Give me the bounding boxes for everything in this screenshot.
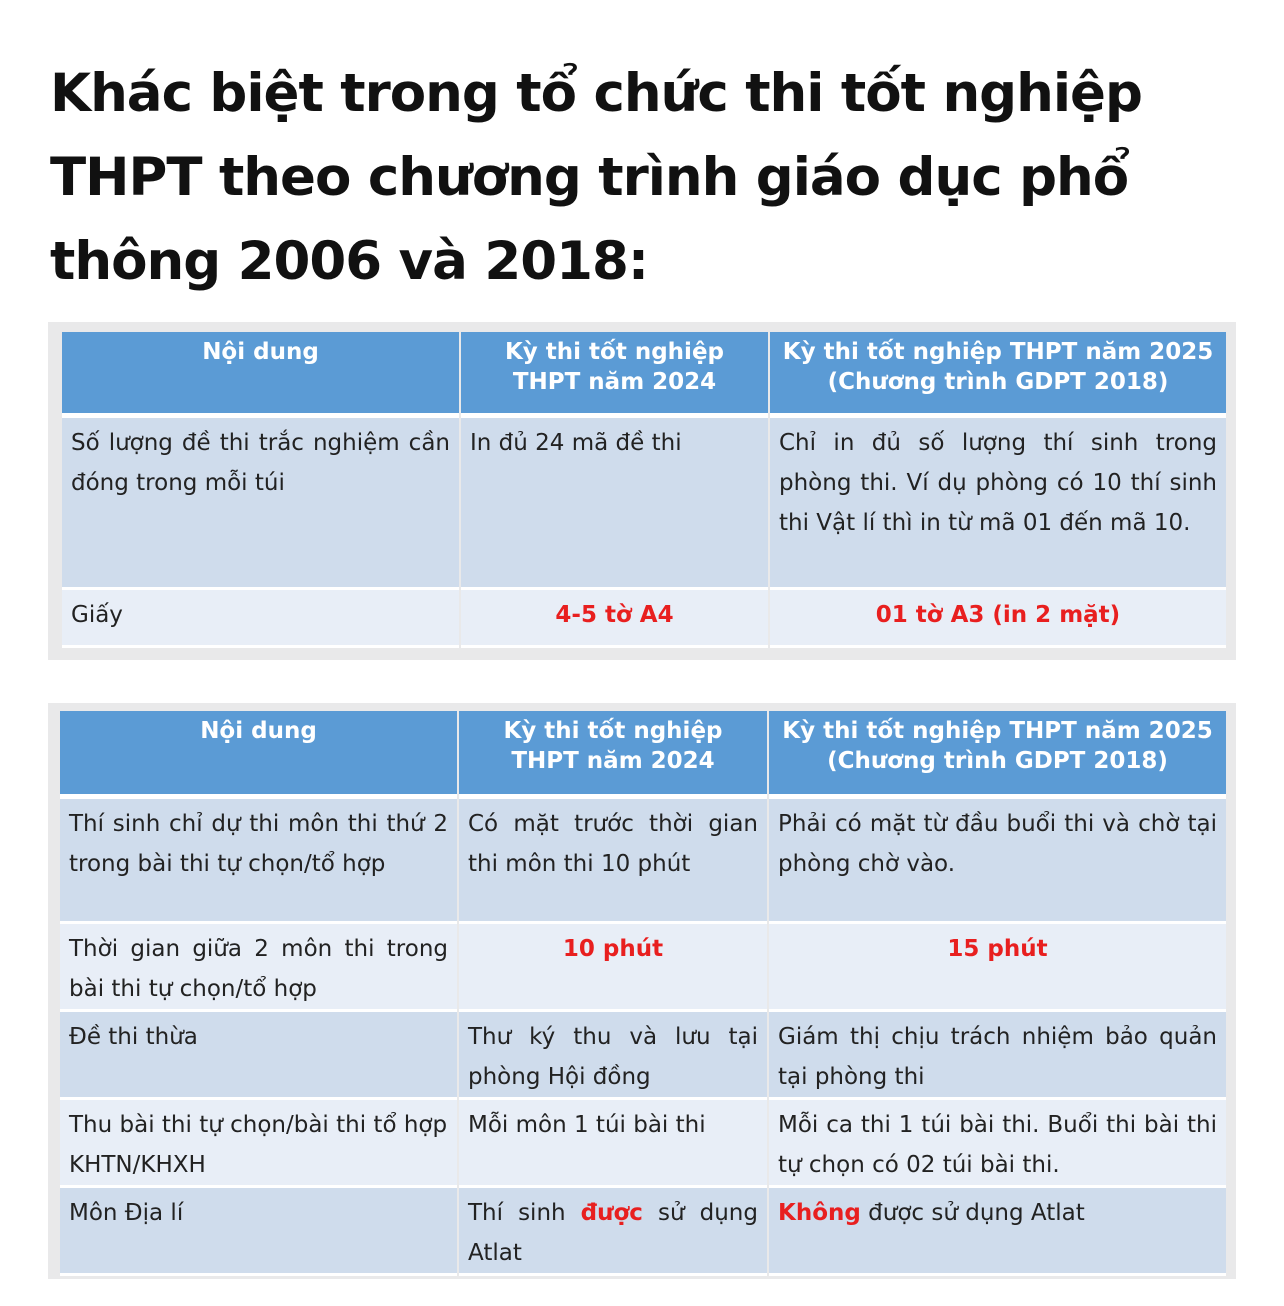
header-noi-dung: Nội dung xyxy=(60,711,457,799)
header-2024: Kỳ thi tốt nghiệp THPT năm 2024 xyxy=(461,332,768,418)
row-content-cell: Môn Địa lí xyxy=(60,1188,457,1276)
row-2025-cell: 15 phút xyxy=(769,924,1226,1012)
row-2025-cell: Chỉ in đủ số lượng thí sinh trong phòng thi. Ví dụ phòng có 10 thí sinh thi Vật lí thì in từ mã 01 đến mã 10. xyxy=(770,418,1226,590)
highlight-text: được xyxy=(580,1200,643,1226)
row-2024-cell: In đủ 24 mã đề thi xyxy=(461,418,768,590)
row-content-cell: Đề thi thừa xyxy=(60,1012,457,1100)
comparison-table-1 xyxy=(48,322,1236,660)
row-2024-cell: 4-5 tờ A4 xyxy=(461,590,768,648)
row-2024-cell: 10 phút xyxy=(459,924,767,1012)
row-2024-cell xyxy=(459,1188,767,1276)
row-2025-cell: Phải có mặt từ đầu buổi thi và chờ tại phòng chờ vào. xyxy=(769,799,1226,924)
header-noi-dung: Nội dung xyxy=(62,332,459,418)
table-row xyxy=(60,799,1226,924)
text-segment: sử dụng Atlat xyxy=(468,1200,758,1266)
table-row xyxy=(62,590,1226,648)
table-row xyxy=(60,1100,1226,1188)
table-row xyxy=(60,1012,1226,1100)
text-segment: được sử dụng Atlat xyxy=(860,1200,1085,1226)
row-content-cell: Thí sinh chỉ dự thi môn thi thứ 2 trong bài thi tự chọn/tổ hợp xyxy=(60,799,457,924)
header-2025: Kỳ thi tốt nghiệp THPT năm 2025 (Chương trình GDPT 2018) xyxy=(770,332,1226,418)
text-segment: Thí sinh xyxy=(468,1200,581,1226)
row-2025-cell: Mỗi ca thi 1 túi bài thi. Buổi thi bài thi tự chọn có 02 túi bài thi. xyxy=(769,1100,1226,1188)
row-content-cell: Giấy xyxy=(62,590,459,648)
row-2025-cell: 01 tờ A3 (in 2 mặt) xyxy=(770,590,1226,648)
row-2025-cell xyxy=(769,1188,1226,1276)
table-row xyxy=(60,924,1226,1012)
table-row xyxy=(60,1188,1226,1276)
comparison-table-2 xyxy=(48,703,1236,1279)
row-2024-cell: Mỗi môn 1 túi bài thi xyxy=(459,1100,767,1188)
row-content-cell: Thời gian giữa 2 môn thi trong bài thi tự chọn/tổ hợp xyxy=(60,924,457,1012)
row-2025-cell: Giám thị chịu trách nhiệm bảo quản tại phòng thi xyxy=(769,1012,1226,1100)
header-2024: Kỳ thi tốt nghiệp THPT năm 2024 xyxy=(459,711,767,799)
table-header-row xyxy=(60,711,1226,799)
row-content-cell: Thu bài thi tự chọn/bài thi tổ hợp KHTN/KHXH xyxy=(60,1100,457,1188)
row-content-cell: Số lượng đề thi trắc nghiệm cần đóng trong mỗi túi xyxy=(62,418,459,590)
table-header-row xyxy=(62,332,1226,418)
row-2024-cell: Có mặt trước thời gian thi môn thi 10 phút xyxy=(459,799,767,924)
row-2024-cell: Thư ký thu và lưu tại phòng Hội đồng xyxy=(459,1012,767,1100)
highlight-text: Không xyxy=(778,1200,861,1226)
header-2025: Kỳ thi tốt nghiệp THPT năm 2025 (Chương trình GDPT 2018) xyxy=(769,711,1226,799)
table-row xyxy=(62,418,1226,590)
page-title: Khác biệt trong tổ chức thi tốt nghiệp THPT theo chương trình giáo dục phổ thông 2006 và 2018: xyxy=(50,63,1142,292)
